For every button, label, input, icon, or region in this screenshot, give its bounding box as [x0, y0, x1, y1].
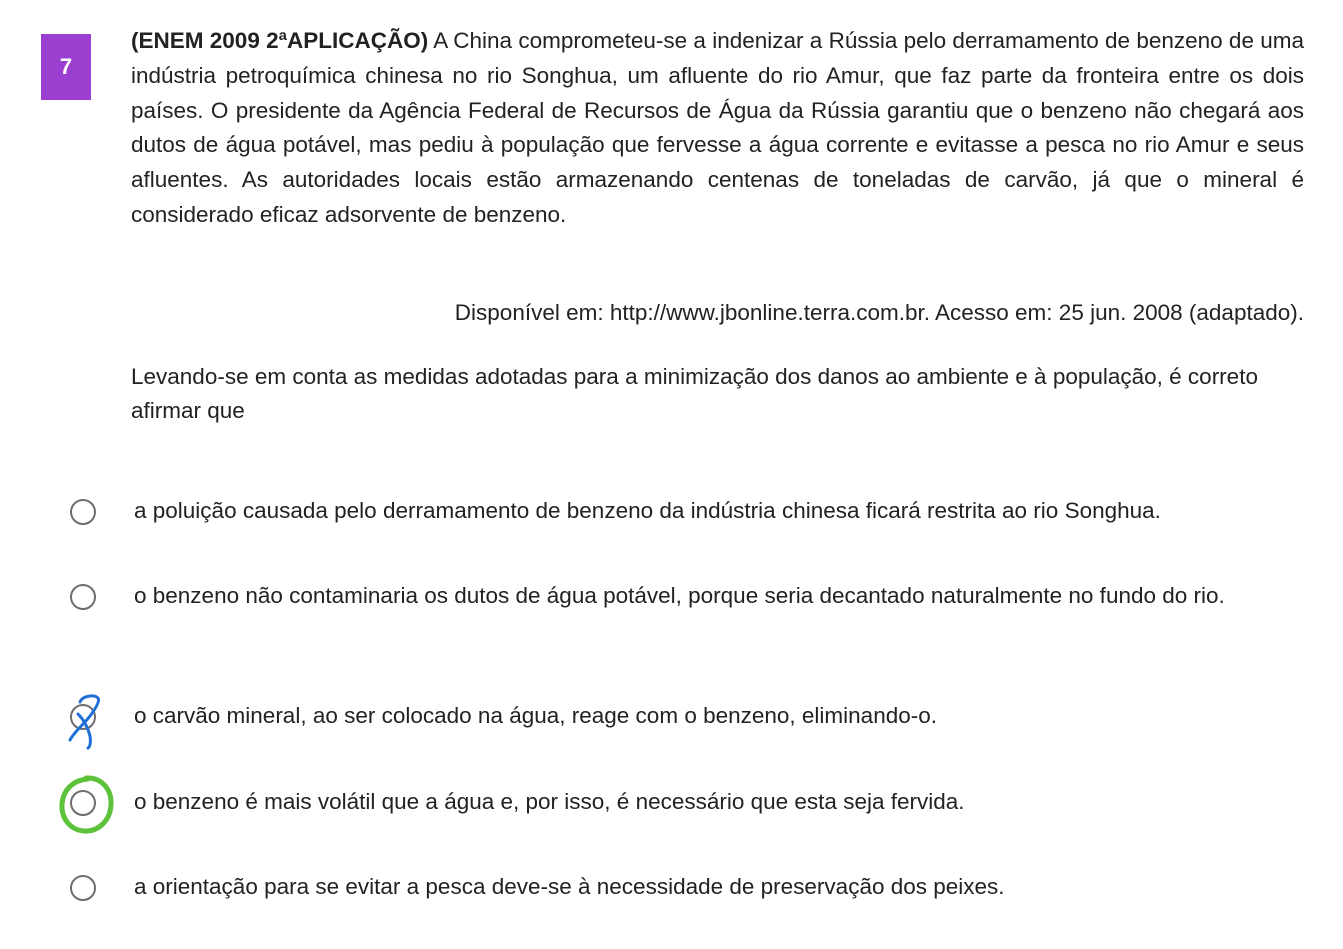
option-text: o benzeno é mais volátil que a água e, por isso, é necessário que esta seja fervida. [134, 789, 965, 814]
option-text: o carvão mineral, ao ser colocado na água, reage com o benzeno, eliminando-o. [134, 703, 937, 728]
source-citation: Disponível em: http://www.jbonline.terra.com.br. Acesso em: 25 jun. 2008 (adaptado). [454, 300, 1304, 325]
radio-button[interactable] [70, 790, 96, 816]
question-number-badge: 7 [41, 34, 91, 100]
question-statement [131, 24, 1304, 233]
option-text: o benzeno não contaminaria os dutos de água potável, porque seria decantado naturalmente no fundo do rio. [134, 583, 1225, 608]
question-text: A China comprometeu-se a indenizar a Rússia pelo derramamento de benzeno de uma indústria petroquímica chinesa no rio Songhua, um afluente do rio Amur, que faz parte da fronteira entre os dois países. O presidente da Agência Federal de Recursos de Água da Rússia garantiu que o benzeno não chegará aos dutos de água potável, mas pediu à população que fervesse a água corrente e evitasse a pesca no rio Amur e seus afluentes. As autoridades locais estão armazenando centenas de toneladas de carvão, já que o mineral é considerado eficaz adsorvente de benzeno. [131, 28, 1304, 227]
exam-tag: (ENEM 2009 2ªAPLICAÇÃO) [131, 28, 429, 53]
option-text: a poluição causada pelo derramamento de benzeno da indústria chinesa ficará restrita ao rio Songhua. [134, 498, 1161, 523]
option-text: a orientação para se evitar a pesca deve-se à necessidade de preservação dos peixes. [134, 874, 1005, 899]
radio-button[interactable] [70, 875, 96, 901]
radio-button[interactable] [70, 584, 96, 610]
radio-button[interactable] [70, 499, 96, 525]
radio-button[interactable] [70, 704, 96, 730]
question-prompt: Levando-se em conta as medidas adotadas para a minimização dos danos ao ambiente e à população, é correto afirmar que [131, 364, 1258, 423]
